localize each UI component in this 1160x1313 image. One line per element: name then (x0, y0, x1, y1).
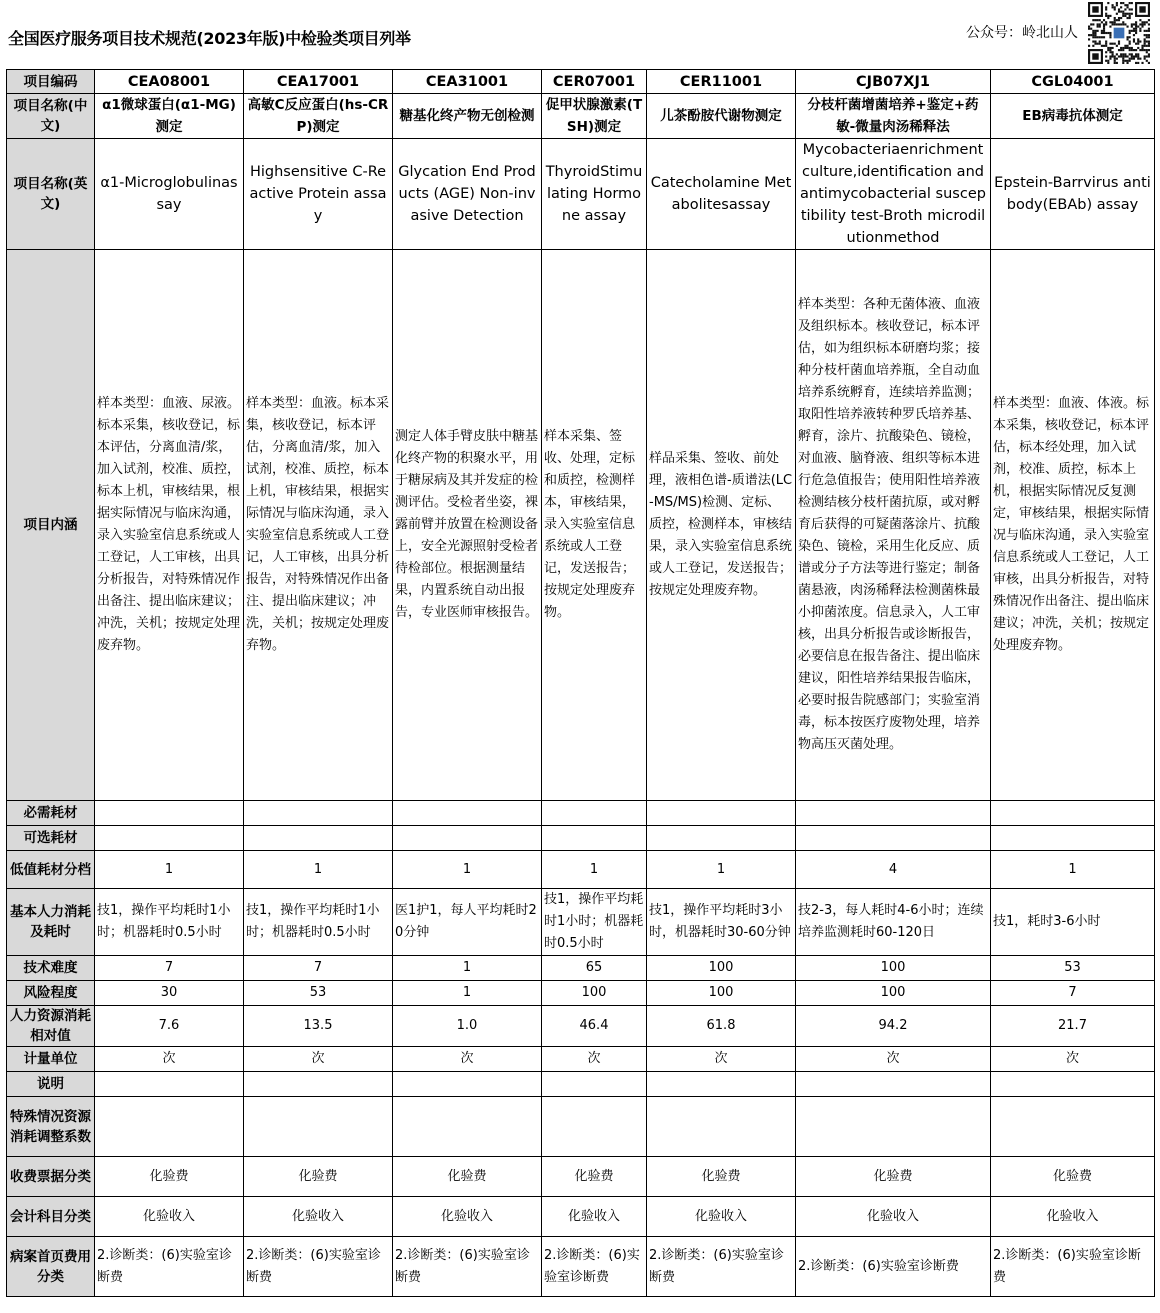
cell-record: 2.诊断类：(6)实验室诊断费 (95, 1237, 244, 1297)
cell-labor: 技1，耗时3-6小时 (991, 889, 1155, 956)
cell-name-en: Mycobacteriaenrichment culture,identification and antimycobacterial susceptibility test-Broth microdilutionmethod (796, 139, 991, 250)
cell-adjust (244, 1097, 393, 1157)
cell-labor: 技1，操作平均耗时3小时，机器耗时30-60分钟 (647, 889, 796, 956)
row-label: 特殊情况资源消耗调整系数 (7, 1097, 95, 1157)
cell-risk: 100 (542, 981, 647, 1006)
cell-grade: 1 (542, 851, 647, 889)
row-label: 技术难度 (7, 956, 95, 981)
cell-record: 2.诊断类：(6)实验室诊断费 (393, 1237, 542, 1297)
cell-unit: 次 (796, 1047, 991, 1072)
row-invoice (7, 1157, 1155, 1197)
cell-invoice: 化验费 (542, 1157, 647, 1197)
cell-adjust (95, 1097, 244, 1157)
cell-record: 2.诊断类：(6)实验室诊断费 (647, 1237, 796, 1297)
row-labor (7, 889, 1155, 956)
cell-content: 样本类型：各种无菌体液、血液及组织标本。核收登记，标本评估，如为组织标本研磨均浆；接种分枝杆菌血培养瓶，全自动血培养系统孵育，连续培养监测；取阳性培养液转种罗氏培养基、孵育，涂片、抗酸染色、镜检，对血液、脑脊液、组织等标本进行危急值报告；使用阳性培养液检测结核分枝杆菌抗原，或对孵育后获得的可疑菌落涂片、抗酸染色、镜检，采用生化反应、质谱或分子方法等进行鉴定；制备菌悬液，肉汤稀释法检测菌株最小抑菌浓度。信息录入，人工审核，出具分析报告或诊断报告，必要信息在报告备注、提出临床建议，阳性培养结果报告临床，必要时报告院感部门；实验室消毒，标本按医疗废物处理，培养物高压灭菌处理。 (796, 250, 991, 801)
cell-grade: 1 (647, 851, 796, 889)
cell-invoice: 化验费 (95, 1157, 244, 1197)
cell-invoice: 化验费 (796, 1157, 991, 1197)
cell-note (95, 1072, 244, 1097)
cell-grade: 1 (95, 851, 244, 889)
cell-risk: 7 (991, 981, 1155, 1006)
row-risk (7, 981, 1155, 1006)
cell-invoice: 化验费 (991, 1157, 1155, 1197)
cell-risk: 100 (647, 981, 796, 1006)
cell-relative: 21.7 (991, 1006, 1155, 1047)
cell-name-cn: 促甲状腺激素(TSH)测定 (542, 94, 647, 139)
row-label: 说明 (7, 1072, 95, 1097)
cell-required (542, 801, 647, 826)
cell-code: CEA17001 (244, 70, 393, 94)
cell-required (95, 801, 244, 826)
cell-adjust (647, 1097, 796, 1157)
cell-optional (393, 826, 542, 851)
cell-relative: 46.4 (542, 1006, 647, 1047)
cell-required (991, 801, 1155, 826)
cell-note (796, 1072, 991, 1097)
row-label: 病案首页费用分类 (7, 1237, 95, 1297)
cell-optional (542, 826, 647, 851)
cell-relative: 13.5 (244, 1006, 393, 1047)
cell-name-cn: α1微球蛋白(α1-MG)测定 (95, 94, 244, 139)
cell-code: CER11001 (647, 70, 796, 94)
project-table (6, 69, 1155, 1297)
cell-content: 测定人体手臂皮肤中糖基化终产物的积聚水平，用于糖尿病及其并发症的检测评估。受检者坐姿，裸露前臂并放置在检测设备上，安全光源照射受检者待检部位。根据测量结果，内置系统自动出报告，专业医师审核报告。 (393, 250, 542, 801)
cell-account: 化验收入 (991, 1197, 1155, 1237)
cell-relative: 61.8 (647, 1006, 796, 1047)
row-adjust (7, 1097, 1155, 1157)
row-code (7, 70, 1155, 94)
cell-note (991, 1072, 1155, 1097)
row-name-en (7, 139, 1155, 250)
cell-optional (647, 826, 796, 851)
cell-content: 样本采集、签收、处理，定标和质控，检测样本，审核结果，录入实验室信息系统或人工登记，发送报告；按规定处理废弃物。 (542, 250, 647, 801)
cell-note (393, 1072, 542, 1097)
cell-unit: 次 (647, 1047, 796, 1072)
cell-invoice: 化验费 (647, 1157, 796, 1197)
cell-unit: 次 (95, 1047, 244, 1072)
row-label: 基本人力消耗及耗时 (7, 889, 95, 956)
cell-required (796, 801, 991, 826)
cell-invoice: 化验费 (393, 1157, 542, 1197)
cell-name-en: Catecholamine Metabolitesassay (647, 139, 796, 250)
row-label: 收费票据分类 (7, 1157, 95, 1197)
cell-relative: 1.0 (393, 1006, 542, 1047)
row-difficulty (7, 956, 1155, 981)
cell-unit: 次 (991, 1047, 1155, 1072)
row-label: 会计科目分类 (7, 1197, 95, 1237)
cell-required (647, 801, 796, 826)
cell-difficulty: 100 (796, 956, 991, 981)
cell-unit: 次 (393, 1047, 542, 1072)
cell-risk: 30 (95, 981, 244, 1006)
cell-relative: 7.6 (95, 1006, 244, 1047)
cell-account: 化验收入 (244, 1197, 393, 1237)
cell-content: 样本类型：血液。标本采集，核收登记，标本评估，分离血清/浆，加入试剂，校准、质控，标本上机，审核结果，根据实际情况与临床沟通，录入实验室信息系统或人工登记，人工审核，出具分析报告，对特殊情况作出备注、提出临床建议；冲洗，关机；按规定处理废弃物。 (244, 250, 393, 801)
row-record (7, 1237, 1155, 1297)
cell-grade: 1 (991, 851, 1155, 889)
cell-optional (991, 826, 1155, 851)
row-content (7, 250, 1155, 801)
cell-adjust (542, 1097, 647, 1157)
cell-difficulty: 65 (542, 956, 647, 981)
cell-grade: 1 (393, 851, 542, 889)
row-account (7, 1197, 1155, 1237)
cell-name-cn: 高敏C反应蛋白(hs-CRP)测定 (244, 94, 393, 139)
cell-note (244, 1072, 393, 1097)
cell-code: CJB07XJ1 (796, 70, 991, 94)
cell-name-cn: EB病毒抗体测定 (991, 94, 1155, 139)
cell-account: 化验收入 (393, 1197, 542, 1237)
cell-difficulty: 1 (393, 956, 542, 981)
cell-difficulty: 100 (647, 956, 796, 981)
row-note (7, 1072, 1155, 1097)
cell-labor: 技2-3，每人耗时4-6小时；连续培养监测耗时60-120日 (796, 889, 991, 956)
cell-record: 2.诊断类：(6)实验室诊断费 (244, 1237, 393, 1297)
cell-labor: 技1，操作平均耗时1小时；机器耗时0.5小时 (244, 889, 393, 956)
cell-account: 化验收入 (542, 1197, 647, 1237)
row-grade (7, 851, 1155, 889)
cell-code: CEA31001 (393, 70, 542, 94)
row-name-cn (7, 94, 1155, 139)
cell-required (393, 801, 542, 826)
cell-labor: 技1，操作平均耗时1小时；机器耗时0.5小时 (95, 889, 244, 956)
cell-content: 样本类型：血液、体液。标本采集，核收登记，标本评估，标本经处理，加入试剂，校准、质控，标本上机，根据实际情况反复测定，审核结果，根据实际情况与临床沟通，录入实验室信息系统或人工登记，人工审核，出具分析报告，对特殊情况作出备注、提出临床建议；冲洗，关机；按规定处理废弃物。 (991, 250, 1155, 801)
cell-account: 化验收入 (95, 1197, 244, 1237)
row-required (7, 801, 1155, 826)
row-optional (7, 826, 1155, 851)
row-label: 项目名称(英文) (7, 139, 95, 250)
cell-account: 化验收入 (647, 1197, 796, 1237)
cell-code: CER07001 (542, 70, 647, 94)
cell-name-en: Glycation End Products (AGE) Non-invasive Detection (393, 139, 542, 250)
cell-code: CGL04001 (991, 70, 1155, 94)
account-label: 公众号：岭北山人 (966, 25, 1078, 41)
cell-grade: 4 (796, 851, 991, 889)
cell-risk: 1 (393, 981, 542, 1006)
cell-note (647, 1072, 796, 1097)
cell-note (542, 1072, 647, 1097)
cell-name-cn: 分枝杆菌增菌培养+鉴定+药敏-微量肉汤稀释法 (796, 94, 991, 139)
cell-risk: 53 (244, 981, 393, 1006)
cell-adjust (393, 1097, 542, 1157)
cell-optional (796, 826, 991, 851)
row-label: 风险程度 (7, 981, 95, 1006)
row-label: 项目名称(中文) (7, 94, 95, 139)
row-label: 计量单位 (7, 1047, 95, 1072)
cell-required (244, 801, 393, 826)
cell-name-en: ThyroidStimulating Hormone assay (542, 139, 647, 250)
cell-name-cn: 糖基化终产物无创检测 (393, 94, 542, 139)
cell-adjust (991, 1097, 1155, 1157)
cell-record: 2.诊断类：(6)实验室诊断费 (991, 1237, 1155, 1297)
page-title: 全国医疗服务项目技术规范(2023年版)中检验类项目列举 (8, 29, 411, 48)
cell-risk: 100 (796, 981, 991, 1006)
cell-name-cn: 儿茶酚胺代谢物测定 (647, 94, 796, 139)
cell-invoice: 化验费 (244, 1157, 393, 1197)
cell-name-en: α1-Microglobulinassay (95, 139, 244, 250)
cell-adjust (796, 1097, 991, 1157)
cell-optional (244, 826, 393, 851)
cell-grade: 1 (244, 851, 393, 889)
cell-account: 化验收入 (796, 1197, 991, 1237)
cell-difficulty: 7 (95, 956, 244, 981)
cell-labor: 技1，操作平均耗时1小时；机器耗时0.5小时 (542, 889, 647, 956)
cell-record: 2.诊断类：(6)实验室诊断费 (796, 1237, 991, 1297)
row-unit (7, 1047, 1155, 1072)
row-label: 低值耗材分档 (7, 851, 95, 889)
row-label: 必需耗材 (7, 801, 95, 826)
cell-name-en: Epstein-Barrvirus antibody(EBAb) assay (991, 139, 1155, 250)
cell-relative: 94.2 (796, 1006, 991, 1047)
qr-code-icon (1088, 2, 1150, 64)
cell-labor: 医1护1，每人平均耗时20分钟 (393, 889, 542, 956)
cell-unit: 次 (244, 1047, 393, 1072)
row-label: 项目内涵 (7, 250, 95, 801)
row-label: 可选耗材 (7, 826, 95, 851)
cell-difficulty: 7 (244, 956, 393, 981)
cell-content: 样本类型：血液、尿液。标本采集，核收登记，标本评估，分离血清/浆，加入试剂，校准、质控，标本上机，审核结果，根据实际情况与临床沟通，录入实验室信息系统或人工登记，人工审核，出具分析报告，对特殊情况作出备注、提出临床建议；冲洗，关机；按规定处理废弃物。 (95, 250, 244, 801)
row-relative (7, 1006, 1155, 1047)
cell-code: CEA08001 (95, 70, 244, 94)
row-label: 人力资源消耗相对值 (7, 1006, 95, 1047)
cell-record: 2.诊断类：(6)实验室诊断费 (542, 1237, 647, 1297)
cell-name-en: Highsensitive C-Reactive Protein assay (244, 139, 393, 250)
cell-content: 样品采集、签收、前处理，液相色谱-质谱法(LC-MS/MS)检测、定标、质控，检测样本，审核结果，录入实验室信息系统或人工登记，发送报告；按规定处理废弃物。 (647, 250, 796, 801)
cell-unit: 次 (542, 1047, 647, 1072)
row-label: 项目编码 (7, 70, 95, 94)
cell-difficulty: 53 (991, 956, 1155, 981)
cell-optional (95, 826, 244, 851)
